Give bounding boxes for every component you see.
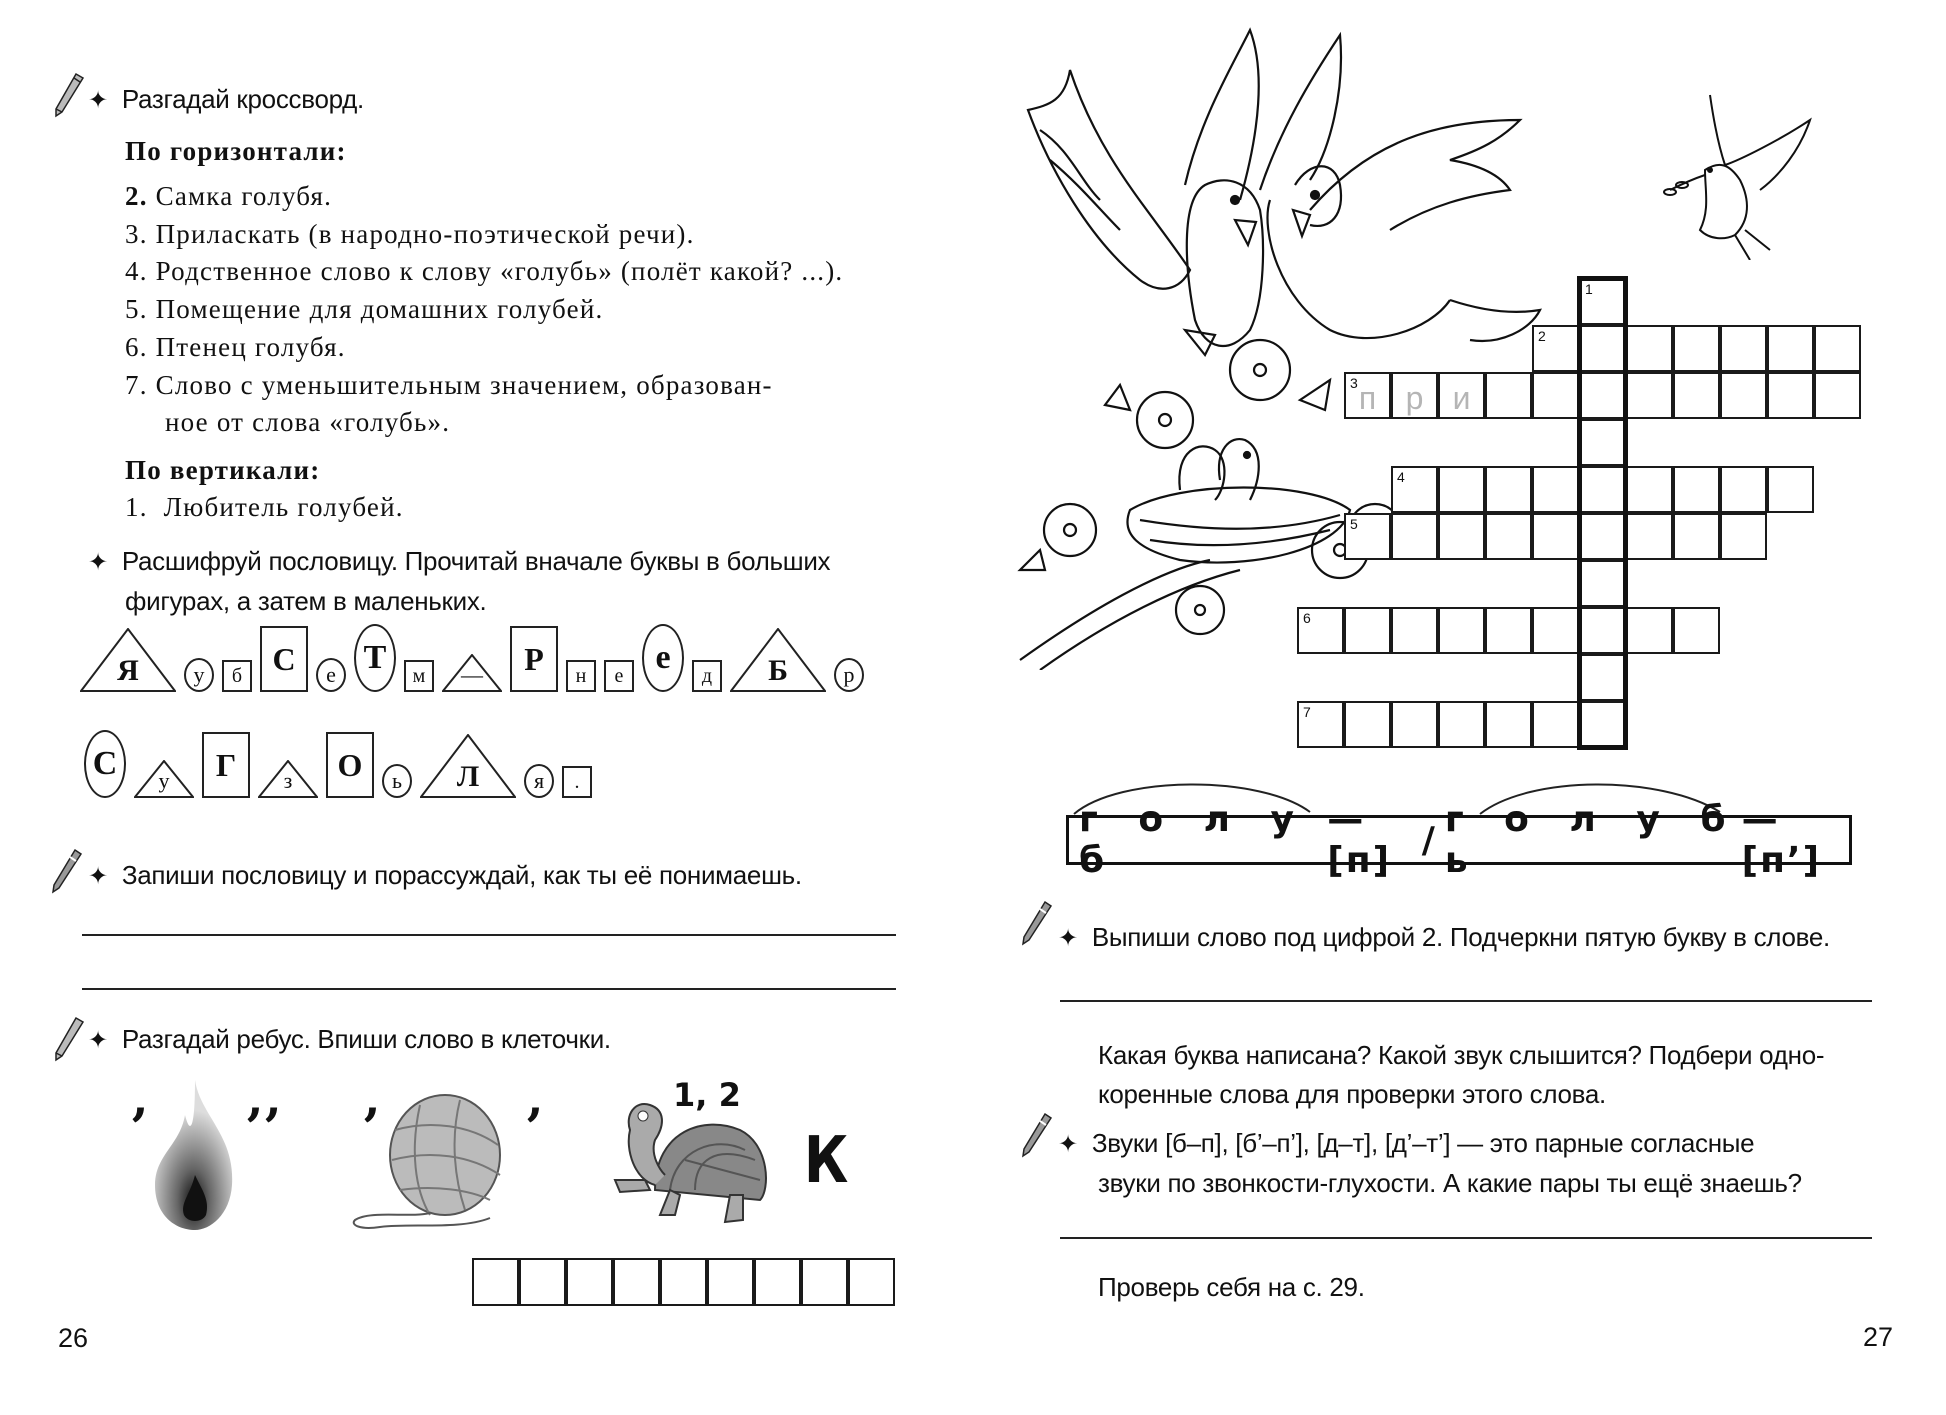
clue-across-4: 4. Родственное слово к слову «голубь» (полёт какой? ...).	[125, 256, 844, 287]
task-cipher-title: ✦ Расшифруй пословицу. Прочитай вначале буквы в больших фигурах, а затем в маленьких.	[88, 546, 831, 616]
cipher-circle-small: я	[524, 764, 554, 798]
star-icon: ✦	[1058, 925, 1078, 952]
crossword-cell[interactable]	[1579, 654, 1626, 701]
answer-line[interactable]	[82, 934, 896, 936]
crossword-cell[interactable]	[1579, 278, 1626, 325]
crossword-cell[interactable]	[1391, 607, 1438, 654]
flying-dove-icon	[1650, 90, 1820, 260]
cipher-triangle-big: Я	[80, 628, 176, 692]
cipher-square-small: н	[566, 660, 596, 692]
rebus-answer-cell[interactable]	[848, 1258, 895, 1306]
crossword-cell[interactable]	[1673, 513, 1720, 560]
cipher-square-small: .	[562, 766, 592, 798]
crossword-number: 4	[1397, 469, 1405, 485]
pen-icon	[50, 848, 84, 894]
rebus-answer-cell[interactable]	[566, 1258, 613, 1306]
crossword-number: 6	[1303, 610, 1311, 626]
pen-icon	[1020, 900, 1054, 946]
rebus-answer-cell[interactable]	[801, 1258, 848, 1306]
rebus-answer-cell[interactable]	[472, 1258, 519, 1306]
crossword-cell[interactable]	[1673, 325, 1720, 372]
crossword-cell[interactable]	[1626, 372, 1673, 419]
clue-across-7: 7. Слово с уменьшительным значением, образован-	[125, 369, 773, 400]
crossword-cell[interactable]	[1438, 372, 1485, 419]
crossword-cell[interactable]	[1485, 607, 1532, 654]
crossword-cell[interactable]	[1673, 466, 1720, 513]
crossword-cell[interactable]	[1626, 325, 1673, 372]
cipher-row-2	[84, 738, 600, 798]
crossword-cell[interactable]	[1532, 607, 1579, 654]
crossword-cell[interactable]	[1814, 325, 1861, 372]
check-yourself: Проверь себя на с. 29.	[1098, 1272, 1365, 1302]
crossword-number: 3	[1350, 375, 1358, 391]
crossword-cell[interactable]	[1485, 701, 1532, 748]
crossword-cell[interactable]	[1391, 513, 1438, 560]
crossword-cell[interactable]	[1485, 372, 1532, 419]
crossword-cell[interactable]	[1532, 701, 1579, 748]
cipher-triangle-small: —	[442, 654, 502, 692]
task-question: Какая буква написана? Какой звук слышится? Подбери одно- коренные слова для проверки этого слова.	[1098, 1040, 1825, 1109]
crossword-cell[interactable]	[1720, 372, 1767, 419]
star-icon: ✦	[88, 1027, 108, 1054]
page-number-left: 26	[58, 1323, 89, 1353]
crossword-number: 7	[1303, 704, 1311, 720]
crossword-cell[interactable]	[1532, 325, 1579, 372]
clue-across-6: 6. Птенец голубя.	[125, 331, 346, 362]
rebus-comma-fire-left: ’	[130, 1098, 149, 1159]
crossword-cell[interactable]	[1297, 607, 1344, 654]
clue-across-3: 3. Приласкать (в народно-поэтической речи).	[125, 218, 695, 249]
across-clues	[125, 178, 843, 442]
crossword-cell[interactable]	[1391, 701, 1438, 748]
cipher-square-small: д	[692, 660, 722, 692]
crossword-cell[interactable]	[1767, 372, 1814, 419]
crossword-number: 1	[1585, 281, 1593, 297]
cipher-square-big: Г	[202, 732, 250, 798]
rebus-answer-cell[interactable]	[754, 1258, 801, 1306]
crossword-cell[interactable]	[1579, 419, 1626, 466]
star-icon: ✦	[88, 87, 108, 114]
crossword-cell[interactable]	[1438, 513, 1485, 560]
rebus-turtle-label: 1, 2	[673, 1076, 741, 1114]
down-heading: По вертикали:	[125, 455, 321, 485]
crossword-cell[interactable]	[1297, 701, 1344, 748]
crossword-cell[interactable]	[1626, 466, 1673, 513]
pencil-icon	[52, 72, 86, 118]
rebus-letter: К	[803, 1124, 849, 1198]
crossword-hint-letter: п	[1358, 380, 1377, 416]
star-icon: ✦	[1058, 1131, 1078, 1158]
crossword-cell[interactable]	[1391, 466, 1438, 513]
cipher-triangle-small: з	[258, 760, 318, 798]
pencil-icon	[52, 1016, 86, 1062]
crossword-cell[interactable]	[1485, 513, 1532, 560]
crossword-cell[interactable]	[1532, 372, 1579, 419]
crossword-cell[interactable]	[1579, 607, 1626, 654]
pen-icon	[1020, 1112, 1054, 1158]
crossword-cell[interactable]	[1579, 325, 1626, 372]
crossword-cell[interactable]	[1344, 372, 1391, 419]
fire-icon	[140, 1075, 250, 1235]
crossword-cell[interactable]	[1673, 607, 1720, 654]
cipher-triangle-big: Л	[420, 734, 516, 798]
rebus-comma-ball-right: ’	[525, 1098, 544, 1159]
page-number-right: 27	[1863, 1322, 1894, 1352]
crossword-cell[interactable]	[1485, 466, 1532, 513]
crossword-cell[interactable]	[1438, 466, 1485, 513]
cipher-triangle-small: у	[134, 760, 194, 798]
crossword-cell[interactable]	[1579, 560, 1626, 607]
cipher-circle-small: е	[316, 658, 346, 692]
cipher-triangle-big: Б	[730, 628, 826, 692]
clue-across-5: 5. Помещение для домашних голубей.	[125, 294, 604, 325]
rebus-answer-cell[interactable]	[613, 1258, 660, 1306]
cipher-square-small: м	[404, 660, 434, 692]
crossword-cell[interactable]	[1767, 325, 1814, 372]
phonetic-box: г о л у б —[п] / г о л у б ь —[п’]	[1066, 815, 1852, 865]
crossword-cell[interactable]	[1814, 372, 1861, 419]
rebus-comma-ball-left: ’	[362, 1098, 381, 1159]
cipher-square-small: е	[604, 660, 634, 692]
star-icon: ✦	[88, 549, 108, 576]
crossword-cell[interactable]	[1626, 513, 1673, 560]
cipher-circle-big: Т	[354, 624, 396, 692]
clue-down-1: 1. Любитель голубей.	[125, 492, 404, 522]
crossword-cell[interactable]	[1344, 701, 1391, 748]
crossword-cell[interactable]	[1626, 607, 1673, 654]
crossword-cell[interactable]	[1720, 466, 1767, 513]
crossword-cell[interactable]	[1579, 466, 1626, 513]
turtle-icon	[595, 1090, 775, 1230]
cipher-square-big: Р	[510, 626, 558, 692]
crossword-cell[interactable]	[1532, 466, 1579, 513]
yarn-ball-icon	[350, 1090, 530, 1240]
cipher-square-big: С	[260, 626, 308, 692]
rebus-comma-fire-right: ’’	[245, 1098, 282, 1159]
crossword-cell[interactable]	[1344, 607, 1391, 654]
task-crossword-title: ✦ Разгадай кроссворд.	[88, 84, 364, 114]
rebus-answer-cell[interactable]	[660, 1258, 707, 1306]
crossword-cell[interactable]	[1720, 513, 1767, 560]
crossword-cell[interactable]	[1579, 513, 1626, 560]
crossword-cell[interactable]	[1579, 372, 1626, 419]
answer-line[interactable]	[1060, 1237, 1872, 1239]
clue-across-2: 2. Самка голубя.	[125, 181, 333, 211]
cipher-circle-small: ь	[382, 764, 412, 798]
crossword-cell[interactable]	[1673, 372, 1720, 419]
cipher-square-big: О	[326, 732, 374, 798]
answer-line[interactable]	[82, 988, 896, 990]
doves-nest-illustration	[1010, 10, 1570, 670]
crossword-cell[interactable]	[1391, 372, 1438, 419]
crossword-cell[interactable]	[1579, 701, 1626, 748]
star-icon: ✦	[88, 863, 108, 890]
rebus-answer-cell[interactable]	[519, 1258, 566, 1306]
task-write-proverb-title: ✦ Запиши пословицу и порассуждай, как ты её понимаешь.	[88, 860, 802, 890]
across-heading: По горизонтали:	[125, 136, 347, 166]
crossword-cell[interactable]	[1438, 607, 1485, 654]
rebus-answer-cell[interactable]	[707, 1258, 754, 1306]
task-rebus-title: ✦ Разгадай ребус. Впиши слово в клеточки.	[88, 1024, 611, 1054]
cipher-row-1	[80, 636, 872, 692]
crossword-cell[interactable]	[1438, 701, 1485, 748]
clue-across-7-cont: ное от слова «голубь».	[165, 407, 451, 438]
crossword-cell[interactable]	[1767, 466, 1814, 513]
crossword-number: 2	[1538, 328, 1546, 344]
cipher-square-small: б	[222, 660, 252, 692]
crossword-cell[interactable]	[1532, 513, 1579, 560]
crossword-hint-letter: р	[1405, 380, 1424, 416]
task-paired-consonants: ✦ Звуки [б–п], [б’–п’], [д–т], [д’–т’] — это парные согласные звуки по звонкости-глухости. А какие пары ты ещё знаешь?	[1058, 1128, 1802, 1198]
cipher-circle-small: у	[184, 658, 214, 692]
crossword-hint-letter: и	[1452, 380, 1471, 416]
answer-line[interactable]	[1060, 1000, 1872, 1002]
crossword-cell[interactable]	[1720, 325, 1767, 372]
cipher-circle-small: р	[834, 658, 864, 692]
cipher-circle-big: С	[84, 730, 126, 798]
cipher-circle-big: е	[642, 624, 684, 692]
crossword-number: 5	[1350, 516, 1358, 532]
task-write-word-title: ✦ Выпиши слово под цифрой 2. Подчеркни пятую букву в слове.	[1058, 922, 1830, 952]
crossword-cell[interactable]	[1344, 513, 1391, 560]
